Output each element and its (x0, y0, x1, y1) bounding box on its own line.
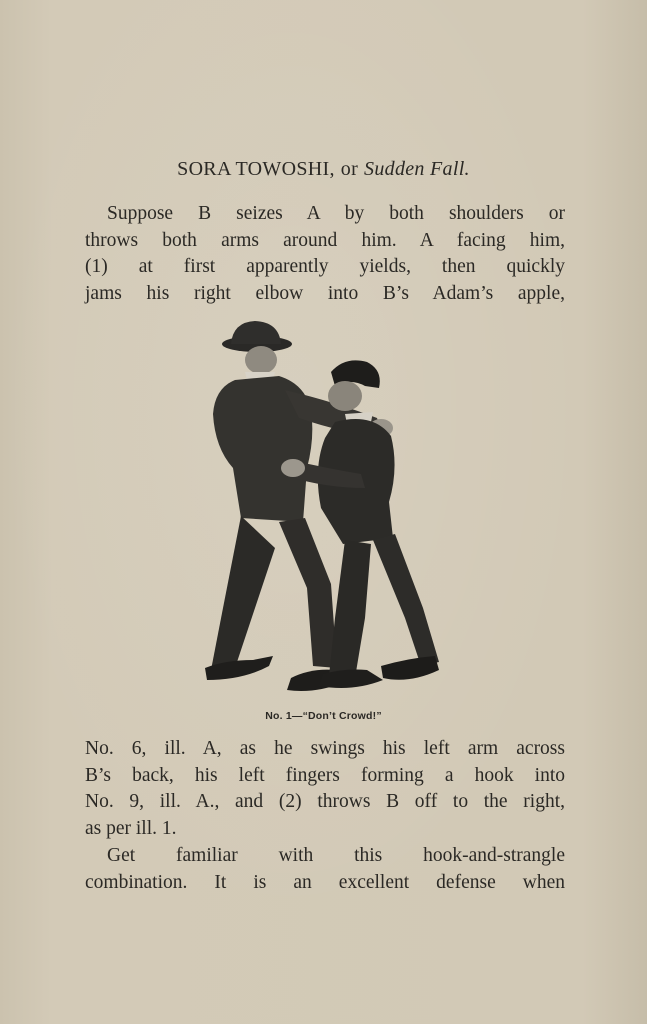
figure-caption: No. 1—“Don’t Crowd!” (265, 710, 382, 722)
heading-or: or (340, 158, 359, 180)
paragraph-3 (85, 843, 565, 896)
paragraph-line: Suppose B seizes A by both shoulders or (107, 203, 565, 224)
illustration-two-men-grappling (195, 318, 445, 706)
paragraph-line: throws both arms around him. A facing him, (85, 229, 565, 251)
paragraph-2 (85, 736, 565, 842)
paragraph-1 (85, 201, 565, 307)
paragraph-line: No. 6, ill. A, as he swings his left arm across (85, 738, 565, 759)
paragraph-line: jams his right elbow into B’s Adam’s apple, (85, 282, 565, 304)
page-heading (0, 156, 647, 182)
paragraph-line: combination. It is an excellent defense when (85, 871, 565, 893)
paragraph-line: B’s back, his left fingers forming a hook into (85, 764, 565, 786)
paragraph-line: (1) at first apparently yields, then quickly (85, 256, 565, 278)
heading-italic: Sudden Fall. (364, 158, 470, 180)
paragraph-line: as per ill. 1. (85, 817, 177, 839)
paragraph-line: No. 9, ill. A., and (2) throws B off to the right, (85, 791, 565, 813)
heading-main: SORA TOWOSHI, (177, 158, 335, 180)
paragraph-line: Get familiar with this hook-and-strangle (107, 845, 565, 866)
